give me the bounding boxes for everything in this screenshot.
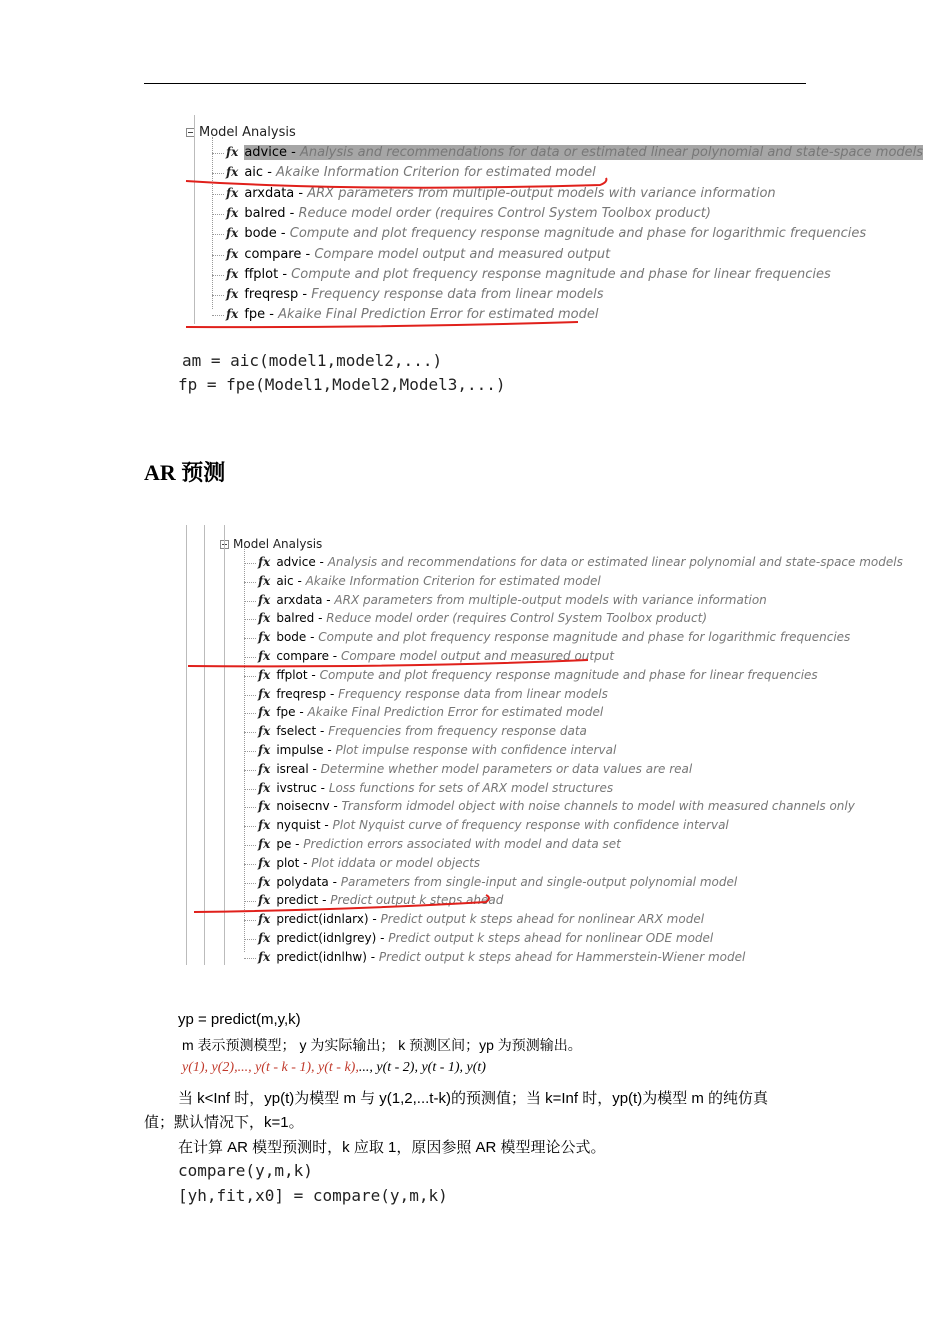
- function-description: Determine whether model parameters or data values are real: [320, 761, 693, 776]
- function-description: Analysis and recommendations for data or estimated linear polynomial and state-space models: [299, 145, 924, 160]
- function-icon: fx: [226, 266, 239, 281]
- variables-description: m 表示预测模型； y 为实际输出； k 预测区间；yp 为预测输出。: [182, 1037, 582, 1053]
- separator: -: [326, 686, 339, 701]
- function-name[interactable]: fpe: [276, 705, 296, 720]
- separator: -: [376, 931, 389, 945]
- tree-root[interactable]: Model Analysis: [220, 537, 322, 551]
- function-description: Compute and plot frequency response magnitude and phase for logarithmic frequencies: [289, 226, 867, 242]
- function-icon: fx: [258, 893, 271, 908]
- function-icon: fx: [258, 761, 271, 776]
- section-heading: AR 预测: [144, 460, 226, 485]
- separator: -: [366, 949, 379, 964]
- function-name[interactable]: fpe: [244, 307, 266, 323]
- function-name[interactable]: ffplot: [276, 667, 308, 682]
- separator: -: [316, 724, 329, 739]
- formula-red-part: y(1), y(2),..., y(t - k - 1), y(t - k),: [182, 1060, 359, 1075]
- separator: -: [328, 649, 341, 663]
- function-name[interactable]: predict(idnlarx): [276, 912, 369, 927]
- underline-aic: [186, 178, 606, 188]
- function-icon: fx: [258, 743, 271, 757]
- function-icon: fx: [258, 611, 271, 626]
- function-name[interactable]: plot: [276, 855, 300, 870]
- function-description: Akaike Information Criterion for estimated model: [305, 573, 601, 588]
- function-description: Predict output k steps ahead for nonlinear ODE model: [388, 931, 714, 945]
- function-name[interactable]: nyquist: [276, 818, 321, 833]
- function-name[interactable]: polydata: [276, 874, 329, 889]
- separator: -: [285, 205, 299, 221]
- separator: -: [293, 573, 306, 588]
- function-description: Akaike Final Prediction Error for estimated model: [278, 307, 599, 323]
- separator: -: [329, 799, 342, 814]
- paragraph-line-2: 值；默认情况下，k=1。: [144, 1114, 304, 1131]
- function-description: Compare model output and measured output: [314, 246, 611, 262]
- function-icon: fx: [258, 592, 271, 607]
- function-name[interactable]: isreal: [276, 761, 309, 776]
- tree-root[interactable]: Model Analysis: [186, 125, 296, 140]
- function-name[interactable]: balred: [276, 611, 315, 626]
- separator: -: [323, 743, 336, 757]
- function-description: Predict output k steps ahead for nonlinear ARX model: [380, 912, 705, 927]
- function-name[interactable]: ivstruc: [276, 780, 317, 795]
- underline-fpe: [186, 322, 578, 327]
- function-description: Compare model output and measured output: [340, 649, 615, 663]
- function-name[interactable]: freqresp: [276, 686, 327, 701]
- function-icon: fx: [258, 667, 271, 682]
- function-icon: fx: [258, 724, 271, 739]
- function-icon: fx: [258, 837, 271, 851]
- separator: -: [306, 630, 319, 645]
- function-description: Loss functions for sets of ARX model structures: [328, 780, 614, 795]
- separator: -: [265, 307, 279, 323]
- separator: -: [328, 874, 341, 889]
- function-description: Frequencies from frequency response data: [328, 724, 587, 739]
- function-description: Plot impulse response with confidence interval: [335, 743, 617, 757]
- function-name[interactable]: impulse: [276, 743, 324, 757]
- function-icon: fx: [226, 287, 239, 302]
- paragraph-line-1: 当 k<Inf 时，yp(t)为模型 m 与 y(1,2,...t-k)的预测值；当 k=Inf 时，yp(t)为模型 m 的纯仿真: [178, 1090, 769, 1107]
- function-icon: fx: [258, 874, 271, 889]
- separator: -: [320, 818, 333, 833]
- separator: -: [315, 555, 328, 569]
- function-description: Compute and plot frequency response magnitude and phase for linear frequencies: [319, 667, 818, 682]
- function-description: Reduce model order (requires Control System Toolbox product): [298, 205, 711, 221]
- separator: -: [298, 287, 312, 303]
- function-name[interactable]: bode: [244, 226, 277, 242]
- function-icon: fx: [258, 818, 271, 833]
- function-name[interactable]: predict(idnlgrey): [276, 931, 377, 945]
- function-name[interactable]: aic: [244, 165, 264, 181]
- function-icon: fx: [226, 307, 239, 322]
- separator: -: [294, 185, 308, 201]
- function-name[interactable]: compare: [244, 246, 302, 262]
- function-icon: fx: [258, 705, 271, 720]
- separator: -: [318, 893, 331, 908]
- function-icon: fx: [258, 630, 271, 645]
- separator: -: [287, 145, 300, 160]
- function-icon: fx: [226, 205, 239, 220]
- function-icon: fx: [258, 780, 271, 795]
- separator: -: [263, 165, 277, 181]
- function-description: Parameters from single-input and single-output polynomial model: [340, 874, 738, 889]
- separator: -: [295, 705, 308, 720]
- function-icon: fx: [258, 931, 271, 945]
- separator: -: [322, 592, 335, 607]
- code-fpe: fp = fpe(Model1,Model2,Model3,...): [178, 375, 506, 394]
- sequence-formula: [182, 1060, 486, 1076]
- paragraph-line-3: 在计算 AR 模型预测时，k 应取 1，原因参照 AR 模型理论公式。: [178, 1139, 606, 1156]
- function-name[interactable]: advice: [244, 145, 287, 160]
- underline-compare: [188, 660, 588, 666]
- predict-syntax: yp = predict(m,y,k): [178, 1011, 301, 1028]
- function-description: ARX parameters from multiple-output models with variance information: [307, 185, 776, 201]
- code-aic: am = aic(model1,model2,...): [182, 351, 443, 370]
- separator: -: [368, 912, 381, 927]
- function-description: Reduce model order (requires Control System Toolbox product): [326, 611, 708, 626]
- function-description: Frequency response data from linear models: [338, 686, 608, 701]
- function-description: Plot iddata or model objects: [311, 855, 481, 870]
- separator: -: [291, 837, 304, 851]
- function-name[interactable]: pe: [276, 837, 292, 851]
- function-icon: fx: [226, 185, 239, 200]
- function-icon: fx: [226, 145, 239, 159]
- function-icon: fx: [258, 573, 271, 588]
- function-name[interactable]: advice: [276, 555, 316, 569]
- separator: -: [278, 266, 292, 282]
- formula-black-part: ..., y(t - 2), y(t - 1), y(t): [358, 1060, 486, 1075]
- function-description: Compute and plot frequency response magnitude and phase for logarithmic frequencies: [318, 630, 851, 645]
- function-name[interactable]: predict: [276, 893, 319, 908]
- function-description: ARX parameters from multiple-output models with variance information: [334, 592, 767, 607]
- function-name[interactable]: aic: [276, 573, 294, 588]
- code-compare-outputs: [yh,fit,x0] = compare(y,m,k): [178, 1186, 448, 1205]
- function-name[interactable]: bode: [276, 630, 307, 645]
- function-description: Predict output k steps ahead: [330, 893, 504, 908]
- function-description: Akaike Final Prediction Error for estimated model: [307, 705, 604, 720]
- separator: -: [301, 246, 315, 262]
- separator: -: [316, 780, 329, 795]
- function-description: Compute and plot frequency response magnitude and phase for linear frequencies: [291, 266, 831, 282]
- function-description: Predict output k steps ahead for Hammerstein-Wiener model: [378, 949, 746, 964]
- function-description: Akaike Information Criterion for estimated model: [276, 165, 596, 181]
- function-icon: fx: [258, 686, 271, 701]
- function-icon: fx: [258, 799, 271, 814]
- function-description: Plot Nyquist curve of frequency response with confidence interval: [332, 818, 729, 833]
- function-name[interactable]: ffplot: [244, 266, 279, 282]
- function-name[interactable]: freqresp: [244, 287, 299, 303]
- function-description: Transform idmodel object with noise channels to model with measured channels only: [341, 799, 855, 814]
- function-name[interactable]: compare: [276, 649, 329, 663]
- separator: -: [314, 611, 327, 626]
- function-icon: fx: [258, 912, 271, 927]
- separator: -: [276, 226, 290, 242]
- underline-predict: [194, 895, 489, 912]
- function-name[interactable]: arxdata: [244, 185, 295, 201]
- function-icon: fx: [226, 165, 239, 180]
- function-icon: fx: [258, 949, 271, 964]
- function-icon: fx: [226, 246, 239, 261]
- function-icon: fx: [258, 649, 271, 663]
- function-icon: fx: [258, 855, 271, 870]
- function-name[interactable]: noisecnv: [276, 799, 330, 814]
- function-description: Analysis and recommendations for data or estimated linear polynomial and state-space models: [327, 555, 903, 569]
- function-description: Frequency response data from linear models: [311, 287, 604, 303]
- separator: -: [299, 855, 312, 870]
- code-compare: compare(y,m,k): [178, 1161, 313, 1180]
- separator: -: [307, 667, 320, 682]
- function-name[interactable]: predict(idnlhw): [276, 949, 367, 964]
- separator: -: [308, 761, 321, 776]
- function-description: Prediction errors associated with model and data set: [303, 837, 621, 851]
- function-name[interactable]: fselect: [276, 724, 317, 739]
- function-name[interactable]: balred: [244, 205, 286, 221]
- function-name[interactable]: arxdata: [276, 592, 323, 607]
- function-icon: fx: [226, 226, 239, 241]
- function-icon: fx: [258, 555, 271, 569]
